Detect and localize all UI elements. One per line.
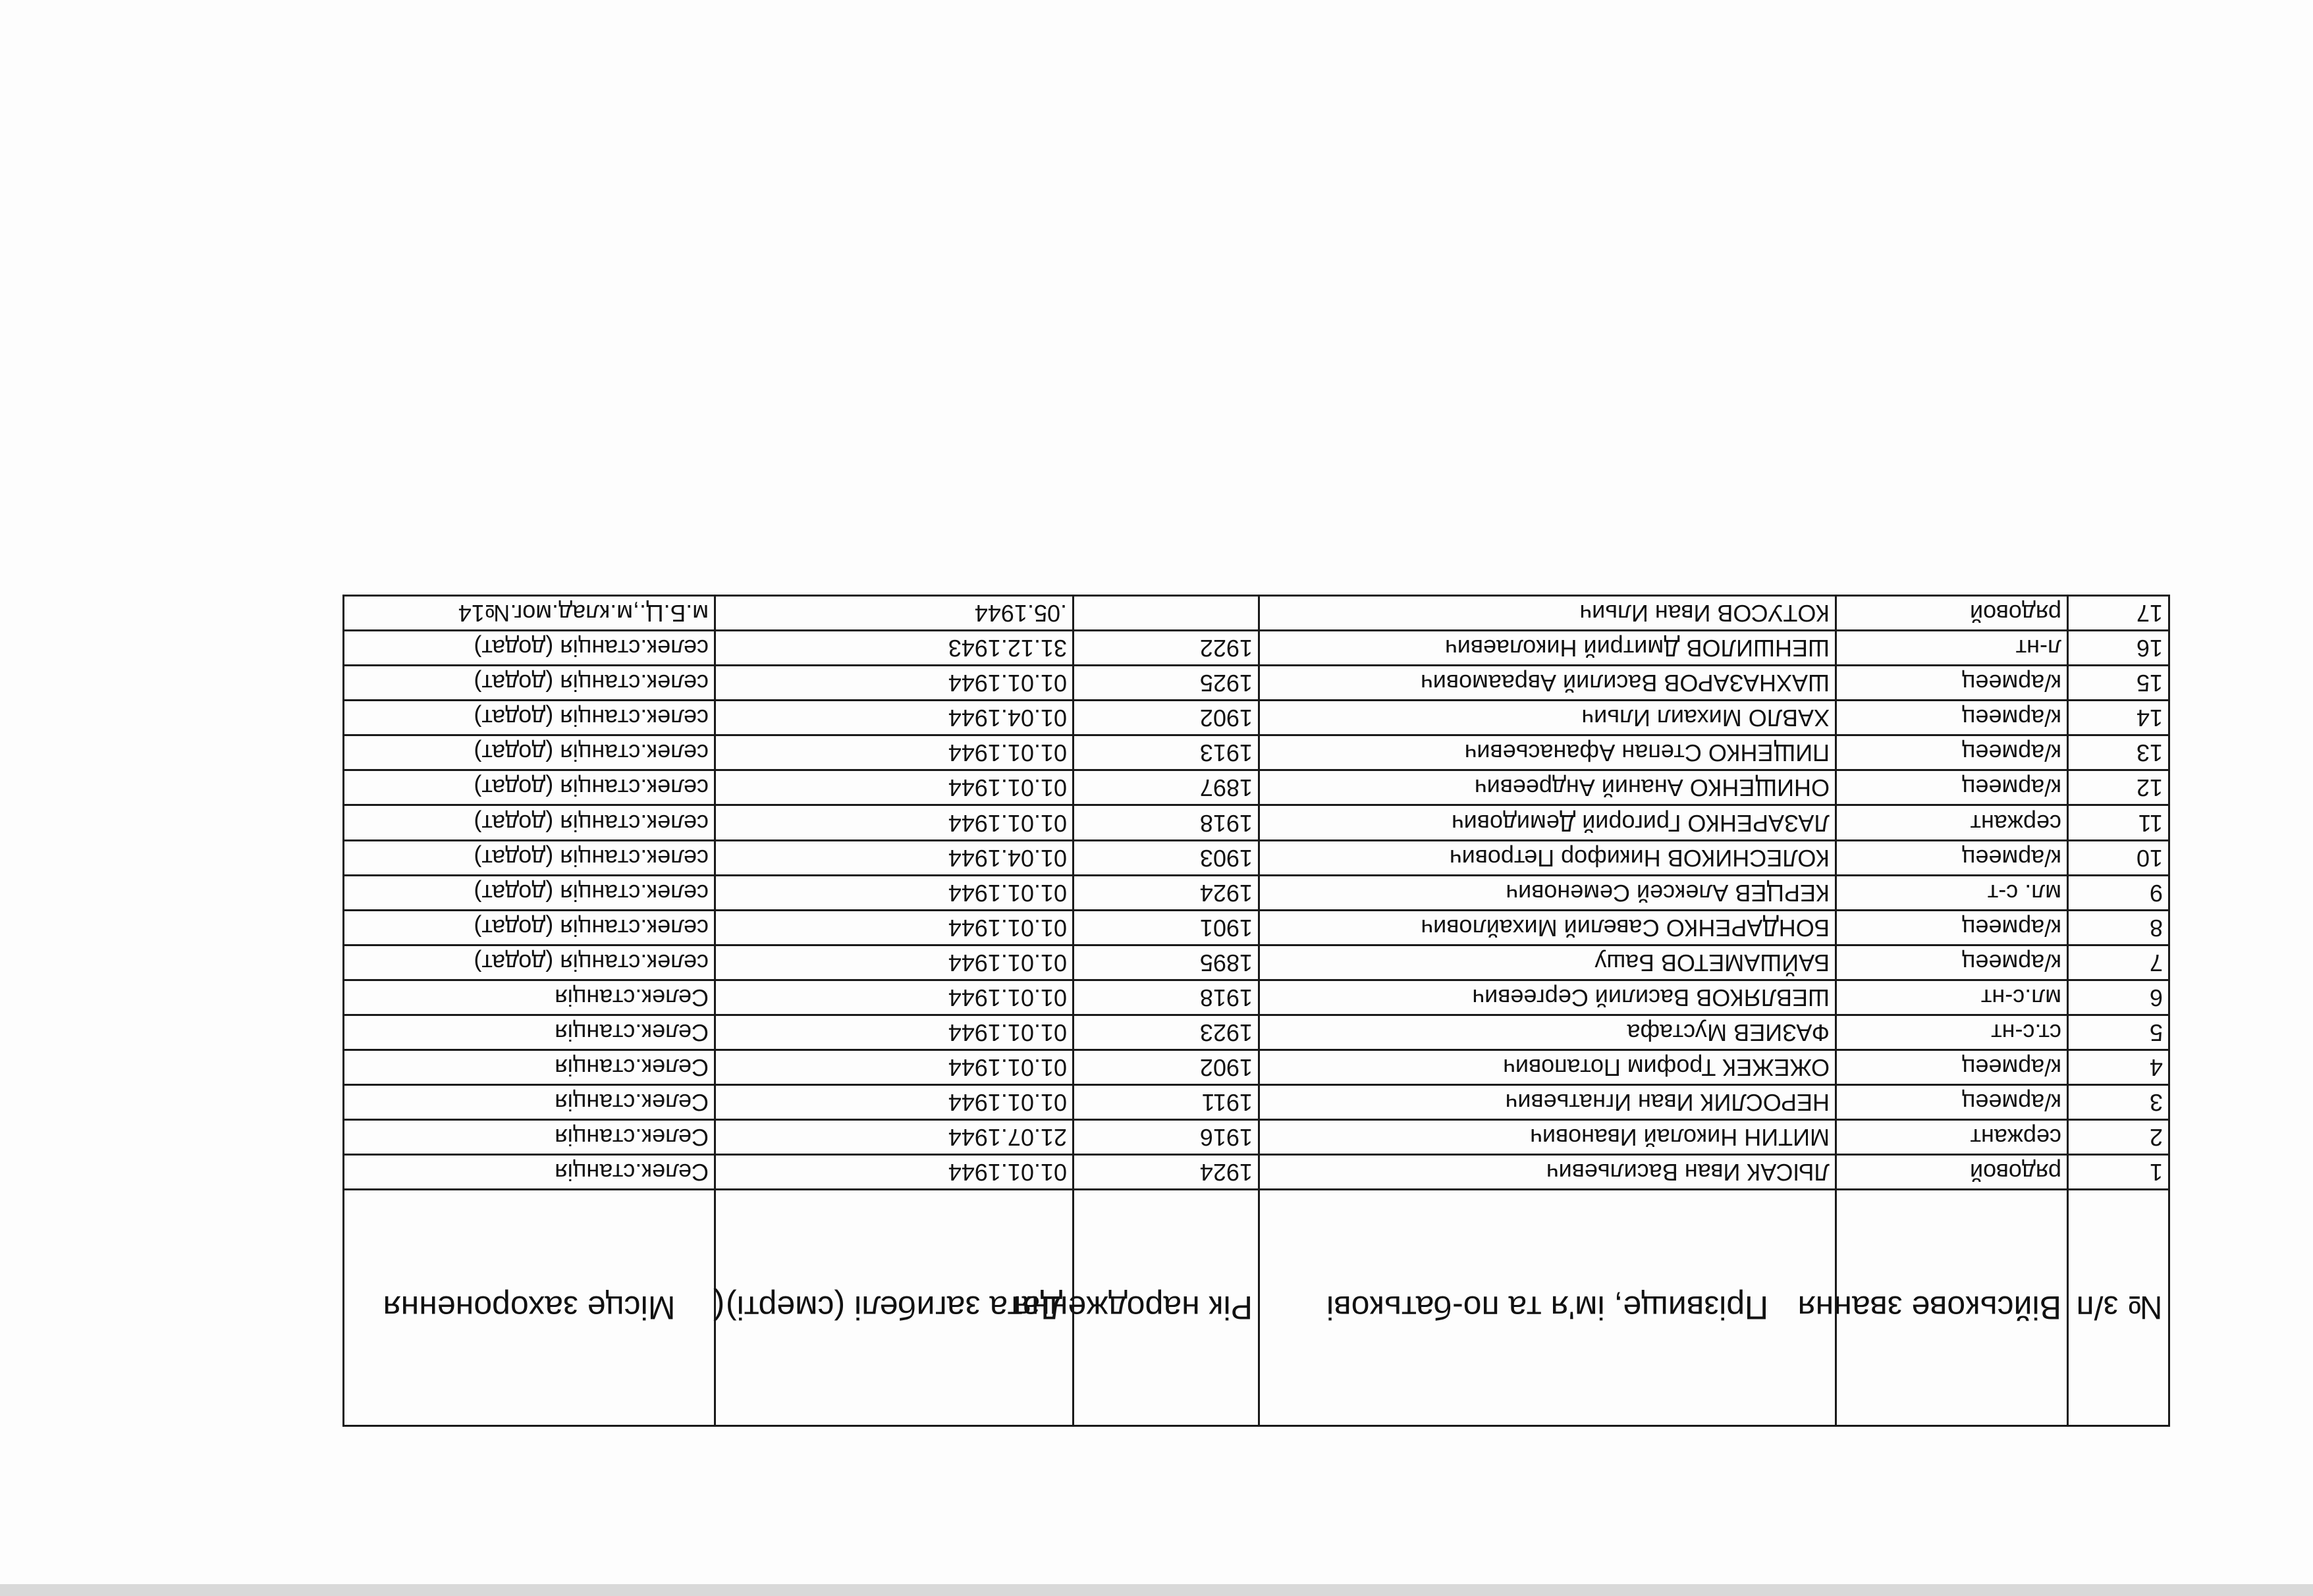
table-row <box>344 596 2169 631</box>
cell-number: 16 <box>2068 631 2169 666</box>
cell-full-name: КОЛЕСНИКОВ Никифор Петрович <box>1259 840 1836 875</box>
table-header-row <box>344 1190 2169 1426</box>
header-rank: Військове звання <box>1836 1190 2068 1426</box>
table-row <box>344 980 2169 1015</box>
cell-full-name: ОЖЕЖЕК Трофим Потапович <box>1259 1050 1836 1084</box>
cell-rank: к/армеец <box>1836 1084 2068 1119</box>
cell-rank: ст.с-нт <box>1836 1015 2068 1050</box>
cell-birth-year: 1924 <box>1074 875 1259 910</box>
cell-full-name: БОНДАРЕНКО Савелий Михайлович <box>1259 910 1836 945</box>
cell-number: 13 <box>2068 735 2169 770</box>
cell-number: 5 <box>2068 1015 2169 1050</box>
cell-burial-place: Селек.станція <box>344 1015 715 1050</box>
cell-rank: сержант <box>1836 1119 2068 1154</box>
cell-burial-place: селек.станція (додат) <box>344 945 715 980</box>
cell-birth-year: 1902 <box>1074 701 1259 735</box>
cell-birth-year: 1925 <box>1074 666 1259 701</box>
cell-burial-place: селек.станція (додат) <box>344 701 715 735</box>
cell-birth-year: 1897 <box>1074 770 1259 805</box>
cell-burial-place: селек.станція (додат) <box>344 910 715 945</box>
cell-death-date: 01.01.1944 <box>715 735 1074 770</box>
scan-edge-shadow <box>0 1584 2313 1596</box>
cell-birth-year <box>1074 596 1259 631</box>
table-row <box>344 701 2169 735</box>
cell-rank: к/армеец <box>1836 1050 2068 1084</box>
cell-number: 17 <box>2068 596 2169 631</box>
cell-death-date: 01.01.1944 <box>715 945 1074 980</box>
cell-death-date: 21.07.1944 <box>715 1119 1074 1154</box>
cell-birth-year: 1913 <box>1074 735 1259 770</box>
cell-death-date: 01.01.1944 <box>715 875 1074 910</box>
cell-full-name: ШЕНШИЛОВ Дмитрий Николаевич <box>1259 631 1836 666</box>
table-row <box>344 1084 2169 1119</box>
table-body <box>344 596 2169 1190</box>
cell-number: 7 <box>2068 945 2169 980</box>
burial-list-table <box>342 595 2170 1427</box>
cell-death-date: 01.01.1944 <box>715 1015 1074 1050</box>
cell-number: 1 <box>2068 1154 2169 1189</box>
cell-rank: к/армеец <box>1836 701 2068 735</box>
cell-full-name: КОТУСОВ Иван Ильич <box>1259 596 1836 631</box>
cell-death-date: 01.01.1944 <box>715 805 1074 840</box>
cell-full-name: ЛАЗАРЕНКО Григорий Демидович <box>1259 805 1836 840</box>
table-row <box>344 875 2169 910</box>
cell-rank: к/армеец <box>1836 910 2068 945</box>
cell-rank: рядовой <box>1836 596 2068 631</box>
cell-burial-place: селек.станція (додат) <box>344 735 715 770</box>
cell-burial-place: селек.станція (додат) <box>344 805 715 840</box>
cell-burial-place: селек.станція (додат) <box>344 875 715 910</box>
cell-full-name: БАЙШАМЕТОВ Башу <box>1259 945 1836 980</box>
cell-death-date: 31.12.1943 <box>715 631 1074 666</box>
table-row <box>344 1015 2169 1050</box>
cell-full-name: ПИЩЕНКО Степан Афанасьевич <box>1259 735 1836 770</box>
cell-rank: к/армеец <box>1836 666 2068 701</box>
cell-rank: сержант <box>1836 805 2068 840</box>
cell-number: 11 <box>2068 805 2169 840</box>
cell-full-name: ОНИЩЕНКО Ананий Андреевич <box>1259 770 1836 805</box>
cell-birth-year: 1918 <box>1074 980 1259 1015</box>
cell-birth-year: 1903 <box>1074 840 1259 875</box>
cell-birth-year: 1911 <box>1074 1084 1259 1119</box>
cell-rank: к/армеец <box>1836 945 2068 980</box>
cell-death-date: 01.04.1944 <box>715 701 1074 735</box>
cell-number: 4 <box>2068 1050 2169 1084</box>
cell-number: 6 <box>2068 980 2169 1015</box>
cell-number: 9 <box>2068 875 2169 910</box>
cell-number: 10 <box>2068 840 2169 875</box>
cell-death-date: .05.1944 <box>715 596 1074 631</box>
burial-list-table-rotated <box>344 595 2170 1427</box>
table-row <box>344 1119 2169 1154</box>
cell-burial-place: селек.станція (додат) <box>344 631 715 666</box>
header-death-date <box>715 1190 1074 1426</box>
cell-full-name: ФАЗИЕВ Мустафа <box>1259 1015 1836 1050</box>
cell-number: 2 <box>2068 1119 2169 1154</box>
header-stray-mark: ( <box>713 1288 725 1326</box>
table-row <box>344 666 2169 701</box>
table-row <box>344 631 2169 666</box>
table-row <box>344 770 2169 805</box>
cell-number: 14 <box>2068 701 2169 735</box>
cell-death-date: 01.01.1944 <box>715 980 1074 1015</box>
cell-birth-year: 1916 <box>1074 1119 1259 1154</box>
table-row <box>344 1154 2169 1189</box>
cell-birth-year: 1901 <box>1074 910 1259 945</box>
cell-full-name: ХАВЛО Михаил Ильич <box>1259 701 1836 735</box>
cell-full-name: МИТИН Николай Иванович <box>1259 1119 1836 1154</box>
cell-full-name: КЕРЦЕВ Алексей Семенович <box>1259 875 1836 910</box>
cell-birth-year: 1918 <box>1074 805 1259 840</box>
cell-rank: л-нт <box>1836 631 2068 666</box>
cell-birth-year: 1902 <box>1074 1050 1259 1084</box>
cell-rank: рядовой <box>1836 1154 2068 1189</box>
cell-burial-place: Селек.станція <box>344 1119 715 1154</box>
cell-burial-place: селек.станція (додат) <box>344 666 715 701</box>
cell-rank: к/армеец <box>1836 735 2068 770</box>
cell-burial-place: селек.станція (додат) <box>344 840 715 875</box>
table-row <box>344 735 2169 770</box>
cell-full-name: НЕРОСЛИК Иван Игнатьевич <box>1259 1084 1836 1119</box>
cell-rank: к/армеец <box>1836 840 2068 875</box>
cell-burial-place: Селек.станція <box>344 1050 715 1084</box>
table-row <box>344 910 2169 945</box>
header-number: № з/п <box>2068 1190 2169 1426</box>
header-burial-place: Місце захоронення <box>344 1190 715 1426</box>
cell-burial-place: Селек.станція <box>344 1084 715 1119</box>
cell-number: 3 <box>2068 1084 2169 1119</box>
cell-rank: к/армеец <box>1836 770 2068 805</box>
cell-number: 8 <box>2068 910 2169 945</box>
cell-rank: мл. с-т <box>1836 875 2068 910</box>
cell-death-date: 01.01.1944 <box>715 1050 1074 1084</box>
cell-death-date: 01.01.1944 <box>715 770 1074 805</box>
table-row <box>344 805 2169 840</box>
cell-birth-year: 1924 <box>1074 1154 1259 1189</box>
cell-birth-year: 1922 <box>1074 631 1259 666</box>
cell-death-date: 01.01.1944 <box>715 910 1074 945</box>
table-row <box>344 945 2169 980</box>
table-row <box>344 840 2169 875</box>
cell-number: 12 <box>2068 770 2169 805</box>
header-death-date-label: Дата загибелі (смерті) <box>725 1289 1063 1326</box>
cell-birth-year: 1923 <box>1074 1015 1259 1050</box>
header-full-name: Прізвище, ім'я та по-батькові <box>1259 1190 1836 1426</box>
cell-full-name: ЛЫСАК Иван Васильевич <box>1259 1154 1836 1189</box>
cell-number: 15 <box>2068 666 2169 701</box>
cell-burial-place: селек.станція (додат) <box>344 770 715 805</box>
cell-full-name: ШЕВЛЯКОВ Василий Сергеевич <box>1259 980 1836 1015</box>
cell-death-date: 01.01.1944 <box>715 666 1074 701</box>
cell-full-name: ШАХНАЗАРОВ Василий Авраамович <box>1259 666 1836 701</box>
cell-burial-place: Селек.станція <box>344 980 715 1015</box>
header-birth-year: Рік народження <box>1074 1190 1259 1426</box>
cell-burial-place: Селек.станція <box>344 1154 715 1189</box>
cell-birth-year: 1895 <box>1074 945 1259 980</box>
table-row <box>344 1050 2169 1084</box>
cell-death-date: 01.04.1944 <box>715 840 1074 875</box>
cell-burial-place: м.Б.Ц.,м.клад.мог.№14 <box>344 596 715 631</box>
cell-rank: мл.с-нт <box>1836 980 2068 1015</box>
cell-death-date: 01.01.1944 <box>715 1084 1074 1119</box>
cell-death-date: 01.01.1944 <box>715 1154 1074 1189</box>
